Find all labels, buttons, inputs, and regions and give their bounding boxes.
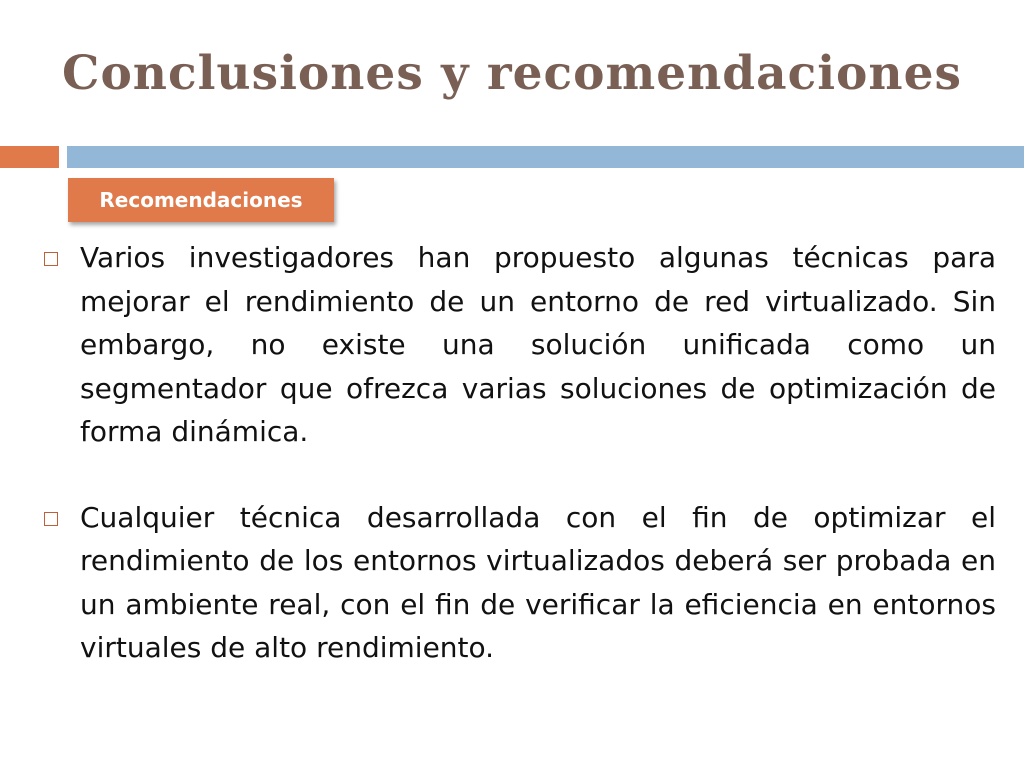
slide-title: Conclusiones y recomendaciones	[62, 46, 962, 101]
section-tag	[68, 178, 334, 222]
bullet-list	[44, 236, 996, 712]
title-divider-accent	[0, 146, 59, 168]
bullet-text: Cualquier técnica desarrollada con el fin de optimizar el rendimiento de los entornos virtualizados deberá ser probada en un ambiente real, con el fin de verificar la eficiencia en entornos virtuales de alto rendimiento.	[80, 500, 996, 664]
title-divider-bar	[67, 146, 1024, 168]
bullet-text: Varios investigadores han propuesto algunas técnicas para mejorar el rendimiento de un entorno de red virtualizado. Sin embargo, no existe una solución unificada como un segmentador que ofrezca varias soluciones de optimización de forma dinámica.	[80, 241, 996, 448]
list-item	[44, 236, 996, 454]
section-tag-label: Recomendaciones	[99, 188, 303, 212]
list-item	[44, 496, 996, 670]
square-bullet-icon	[44, 512, 58, 526]
square-bullet-icon	[44, 252, 58, 266]
